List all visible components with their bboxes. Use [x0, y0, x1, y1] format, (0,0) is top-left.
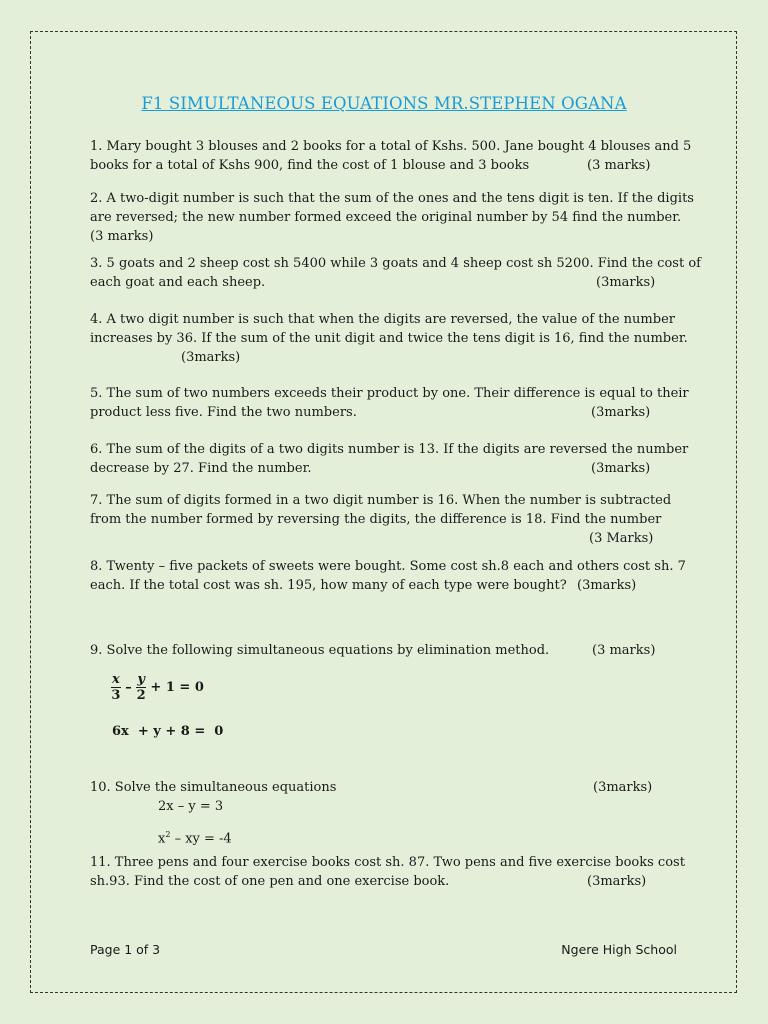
question-2-marks: (3 marks) [90, 229, 154, 244]
question-7-line-2: from the number formed by reversing the digits, the difference is 18. Find the number [90, 512, 662, 527]
question-10-marks: (3marks) [593, 780, 653, 795]
question-1-line-1: 1. Mary bought 3 blouses and 2 books for a total of Kshs. 500. Jane bought 4 blouses and 5 [90, 139, 692, 154]
question-2-line-2: are reversed; the new number formed exceed the original number by 54 find the number. [90, 210, 682, 225]
question-8-marks: (3marks) [577, 578, 637, 593]
question-11 [90, 853, 685, 891]
question-9-line-1: 9. Solve the following simultaneous equations by elimination method. [90, 643, 550, 658]
question-1-marks: (3 marks) [587, 158, 651, 173]
question-5-marks: (3marks) [591, 405, 651, 420]
school-name: Ngere High School [561, 942, 677, 957]
question-1 [90, 137, 692, 175]
question-5-line-1: 5. The sum of two numbers exceeds their product by one. Their difference is equal to their [90, 386, 689, 401]
question-4-marks: (3marks) [181, 350, 241, 365]
question-4 [90, 310, 688, 367]
equation-9a: $\frac{x}{3}$ – $\frac{y}{2}$ + 1 = 0 [111, 672, 204, 703]
question-11-marks: (3marks) [587, 874, 647, 889]
question-6 [90, 440, 689, 478]
question-8-line-1: 8. Twenty – five packets of sweets were bought. Some cost sh.8 each and others cost sh. 7 [90, 559, 686, 574]
question-3-marks: (3marks) [596, 275, 656, 290]
question-9 [90, 641, 670, 660]
question-3 [90, 254, 701, 292]
question-7 [90, 491, 670, 548]
question-4-line-1: 4. A two digit number is such that when the digits are reversed, the value of the number [90, 312, 675, 327]
question-8 [90, 557, 686, 595]
question-5-line-2: product less five. Find the two numbers. [90, 405, 357, 420]
question-1-line-2: books for a total of Kshs 900, find the cost of 1 blouse and 3 books [90, 158, 530, 173]
question-6-line-1: 6. The sum of the digits of a two digits number is 13. If the digits are reversed the number [90, 442, 689, 457]
question-2-line-1: 2. A two-digit number is such that the sum of the ones and the tens digit is ten. If the digits [90, 191, 694, 206]
equation-10a: 2x – y = 3 [158, 799, 224, 814]
equation-10b: $x^2$ – xy = -4 [158, 830, 232, 847]
equation-9b: 6x + y + 8 = 0 [112, 724, 224, 739]
question-10-line-1: 10. Solve the simultaneous equations [90, 780, 337, 795]
fraction-x-over-3: $\frac{x}{3}$ [111, 672, 121, 703]
question-7-line-1: 7. The sum of digits formed in a two digit number is 16. When the number is subtracted [90, 493, 672, 508]
question-11-line-1: 11. Three pens and four exercise books cost sh. 87. Two pens and five exercise books cost [90, 855, 685, 870]
fraction-y-over-2: $\frac{y}{2}$ [136, 672, 146, 703]
page-title: F1 SIMULTANEOUS EQUATIONS MR.STEPHEN OGANA [141, 94, 627, 113]
question-7-marks: (3 Marks) [589, 531, 654, 546]
question-10 [90, 778, 670, 848]
question-2 [90, 189, 694, 246]
question-9-marks: (3 marks) [592, 643, 656, 658]
question-3-line-2: each goat and each sheep. [90, 275, 266, 290]
question-4-line-2: increases by 36. If the sum of the unit digit and twice the tens digit is 16, find the number. [90, 331, 688, 346]
question-3-line-1: 3. 5 goats and 2 sheep cost sh 5400 while 3 goats and 4 sheep cost sh 5200. Find the cost of [90, 256, 701, 271]
question-8-line-2: each. If the total cost was sh. 195, how many of each type were bought? [90, 578, 567, 593]
page-number: Page 1 of 3 [90, 942, 161, 957]
question-5 [90, 384, 689, 422]
question-11-line-2: sh.93. Find the cost of one pen and one exercise book. [90, 874, 450, 889]
question-6-marks: (3marks) [591, 461, 651, 476]
question-6-line-2: decrease by 27. Find the number. [90, 461, 312, 476]
